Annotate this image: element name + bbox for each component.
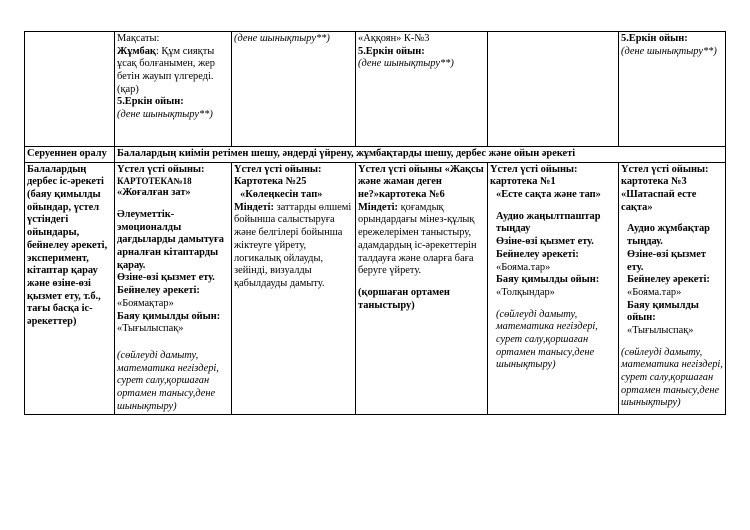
- subject-note: (сөйлеуді дамыту, математика негіздері, сурет салу,қоршаған ортамен танысу,дене шынықтыру): [496, 308, 598, 371]
- social-emotional-text: Әлеуметтік-эмоционалды дағдыларды дамытуға арналған кітаптарды қарау.: [117, 209, 224, 271]
- slow-game-name: «Толқындар»: [496, 286, 555, 298]
- subject-note: (дене шынықтыру**): [234, 33, 330, 44]
- table-cell: [115, 162, 232, 415]
- free-game-label: 5.Еркін ойын:: [621, 33, 688, 44]
- goal-label: Мақсаты:: [117, 33, 160, 44]
- table-cell: [619, 162, 726, 415]
- table-cell: [25, 162, 115, 415]
- table-cell: [356, 162, 488, 415]
- activity-title: Үстел үсті ойыны:: [621, 163, 709, 175]
- card-reference: «Аққоян» К-№3: [358, 33, 430, 44]
- section-title: Серуеннен оралу: [27, 148, 107, 159]
- subject-note: (дене шынықтыру**): [621, 45, 717, 57]
- art-activity-label: Бейнелеу әрекеті:: [117, 285, 200, 297]
- subject-note: (дене шынықтыру**): [358, 58, 454, 70]
- table-row: [25, 32, 726, 147]
- subject-note: (сөйлеуді дамыту, математика негіздері, сурет салу,қоршаған ортамен танысу,дене шынықтыру): [117, 349, 219, 412]
- table-cell: [25, 147, 115, 163]
- audio-activity: Аудио жұмбақтар тыңдау.: [627, 223, 710, 248]
- table-cell: [619, 32, 726, 147]
- self-service-text: Өзіне-өзі қызмет ету.: [117, 272, 215, 284]
- slow-game-label: Баяу қимылды ойын:: [496, 274, 600, 286]
- audio-activity: Аудио жаңылтпаштар тыңдау: [496, 210, 601, 235]
- game-name: «Есте сақта және тап»: [496, 189, 601, 201]
- table-cell: [115, 147, 726, 163]
- riddle-answer: (қар): [117, 83, 139, 95]
- card-number: Картотека №25: [234, 176, 307, 188]
- task-label: Міндеті:: [358, 201, 398, 213]
- riddle-text: : Құм сияқты ұсақ болғанымен, жер бетін жауып үлгереді.: [117, 45, 215, 83]
- game-name: «Шатаспай есте сақта»: [621, 189, 697, 213]
- art-activity-label: Бейнелеу әрекеті:: [496, 248, 579, 260]
- table-row: [25, 162, 726, 415]
- art-activity-name: «Бояма.тар»: [627, 286, 682, 298]
- art-activity-name: «Бояма.тар»: [496, 261, 551, 273]
- daily-plan-table: [24, 31, 726, 415]
- game-name: «Жоғалған зат»: [117, 187, 191, 199]
- game-name: «Көлеңкесін тап»: [240, 189, 323, 201]
- slow-game-name: «Тығылыспақ»: [627, 324, 694, 336]
- riddle-label: Жұмбақ: [117, 45, 156, 57]
- task-text: заттарды өлшемі бойынша салыстыруға және белгілері бойынша жіктеуге үйрету, логикалық ойлауды, зейінді, визуалды қабылдауды дамыту.: [234, 201, 352, 289]
- card-number: картотека №3: [621, 176, 687, 188]
- self-service-text: Өзіне-өзі қызмет ету.: [627, 248, 706, 273]
- self-service-text: Өзіне-өзі қызмет ету.: [496, 236, 594, 248]
- task-text: қоғамдық орындардағы мінез-құлық ережелерімен таныстыру, адамдардың іс-әрекеттерін талдауға және оларға баға беруге үйрету.: [358, 201, 477, 277]
- slow-game-name: «Тығылыспақ»: [117, 323, 184, 335]
- subject-note: (сөйлеуді дамыту, математика негіздері, сурет салу,қоршаған ортамен танысу,дене шынықтыру): [621, 346, 723, 409]
- table-cell: [232, 32, 356, 147]
- table-row: [25, 147, 726, 163]
- table-cell: [488, 162, 619, 415]
- subject-note: (қоршаған ортамен таныстыру): [358, 286, 450, 311]
- card-number: КАРТОТЕКА№18: [117, 176, 192, 187]
- subject-note: (дене шынықтыру**): [117, 109, 213, 121]
- card-number: картотека №1: [490, 176, 556, 188]
- activity-title: Үстел үсті ойыны:: [117, 163, 205, 175]
- table-cell: [115, 32, 232, 147]
- section-title: Балалардың дербес іс-әрекеті (баяу қимылды ойындар, үстел үстіндегі ойындары, бейнелеу әрекеті, эксперимент, кітаптар қарау және өзіне-өзі қызмет ету, т.б., тағы басқа іс-әрекеттер): [27, 163, 108, 327]
- free-game-label: 5.Еркін ойын:: [117, 96, 184, 108]
- table-cell: [232, 162, 356, 415]
- slow-game-label: Баяу қимылды ойын:: [627, 299, 699, 324]
- table-cell: [488, 32, 619, 147]
- section-description: Балалардың киімін ретімен шешу, әндерді үйрену, жұмбақтарды шешу, дербес және ойын әрекеті: [117, 148, 576, 159]
- free-game-label: 5.Еркін ойын:: [358, 45, 425, 57]
- table-cell: [25, 32, 115, 147]
- slow-game-label: Баяу қимылды ойын:: [117, 310, 221, 322]
- art-activity-name: «Боямақтар»: [117, 297, 174, 309]
- activity-title: Үстел үсті ойыны:: [234, 163, 322, 175]
- activity-title: Үстел үсті ойыны:: [490, 163, 578, 175]
- art-activity-label: Бейнелеу әрекеті:: [627, 274, 710, 286]
- table-cell: [356, 32, 488, 147]
- task-label: Міндеті:: [234, 201, 274, 213]
- activity-title: Үстел үсті ойыны «Жақсы және жаман деген не?»картотека №6: [358, 163, 484, 201]
